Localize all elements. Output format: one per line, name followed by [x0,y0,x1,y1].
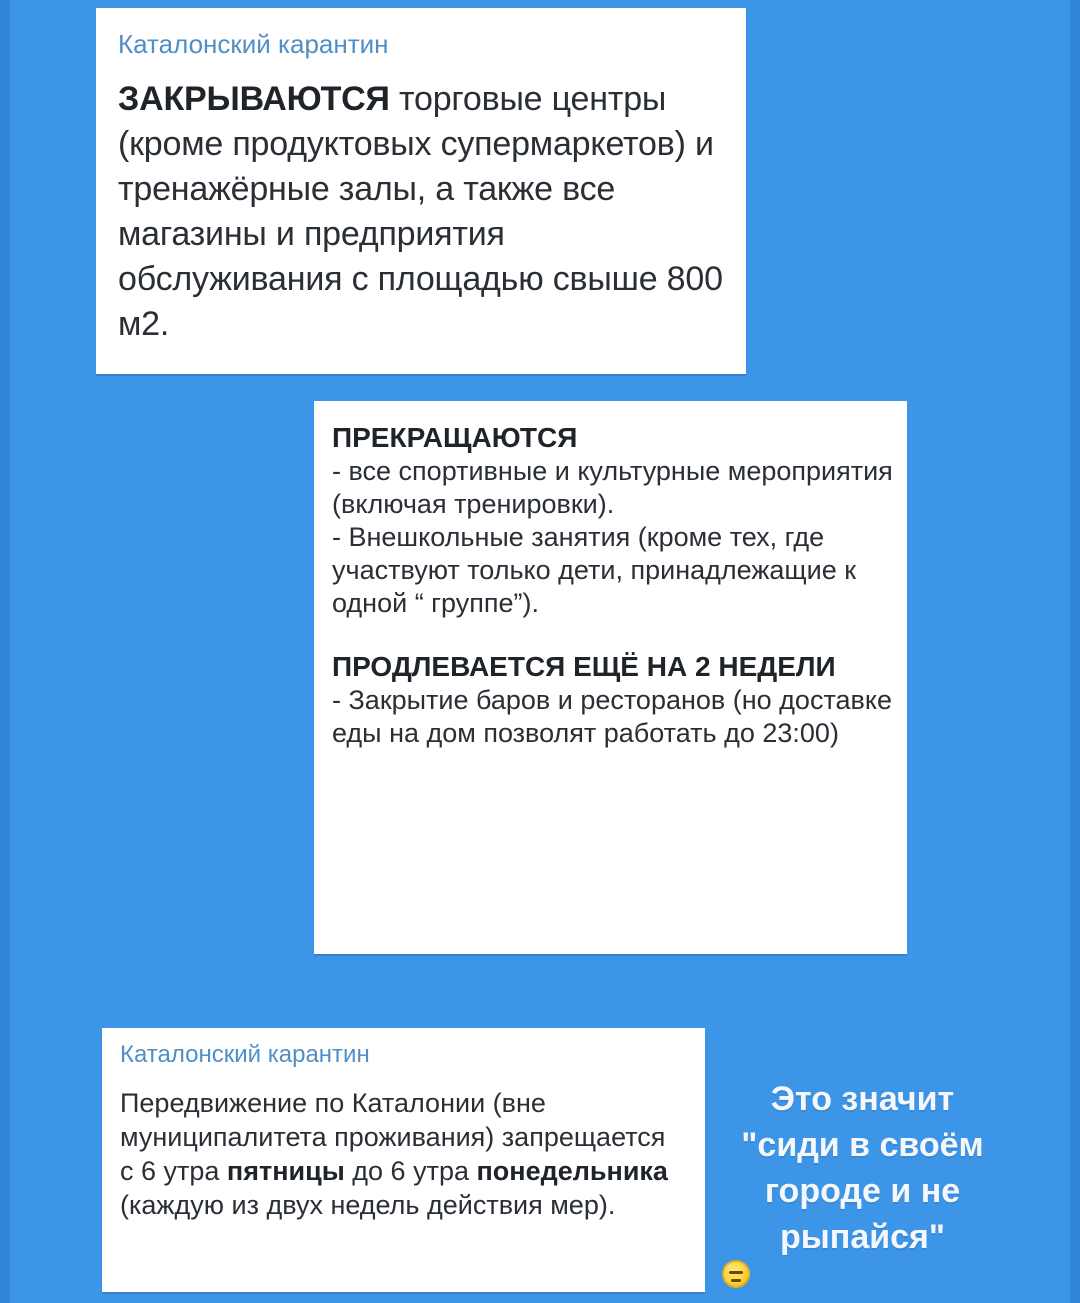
caption-text [720,1076,1005,1288]
left-edge-strip [0,0,10,1303]
section-item: - все спортивные и культурные мероприятия (включая тренировки). [332,456,893,519]
section-item: - Закрытие баров и ресторанов (но доставке еды на дом позволят работать до 23:00) [332,685,892,748]
section-heading-extended: ПРОДЛЕВАЕТСЯ ЕЩЁ НА 2 НЕДЕЛИ [332,651,836,682]
movement-text-2: до 6 утра [344,1156,477,1187]
caption-line: городе и не [764,1172,961,1210]
movement-text-1: Передвижение по Каталонии (вне муниципалитета проживания) запрещается с 6 утра [120,1088,666,1187]
card-body [120,1086,680,1222]
quarantine-card-restrictions [314,401,907,954]
card-body [118,77,728,347]
section-gap [332,620,907,650]
movement-bold-friday: пятницы [226,1156,345,1187]
caption-line-last [720,1214,1005,1288]
caption-line: Это значит [770,1080,955,1118]
section-heading-stopped: ПРЕКРАЩАЮТСЯ [332,422,578,453]
quarantine-card-closures [96,8,746,374]
caption-line: рыпайся" [779,1218,946,1256]
card-title: Каталонский карантин [118,29,389,59]
movement-bold-monday: понедельника [476,1156,668,1187]
quarantine-card-movement [102,1028,705,1292]
closures-text: торговые центры (кроме продуктовых супермаркетов) и тренажёрные залы, а также все магазины и предприятия обслуживания с площадью свыше 800 м2. [118,79,723,343]
closures-keyword: ЗАКРЫВАЮТСЯ [118,79,390,118]
movement-text-3: (каждую из двух недель действия мер). [120,1190,616,1221]
expressionless-face-icon [722,1260,750,1288]
card-title: Каталонский карантин [120,1041,370,1068]
right-edge-strip [1070,0,1080,1303]
section-item: - Внешкольные занятия (кроме тех, где участвуют только дети, принадлежащие к одной “ группе”). [332,522,857,618]
caption-line: "сиди в своём [741,1126,984,1164]
